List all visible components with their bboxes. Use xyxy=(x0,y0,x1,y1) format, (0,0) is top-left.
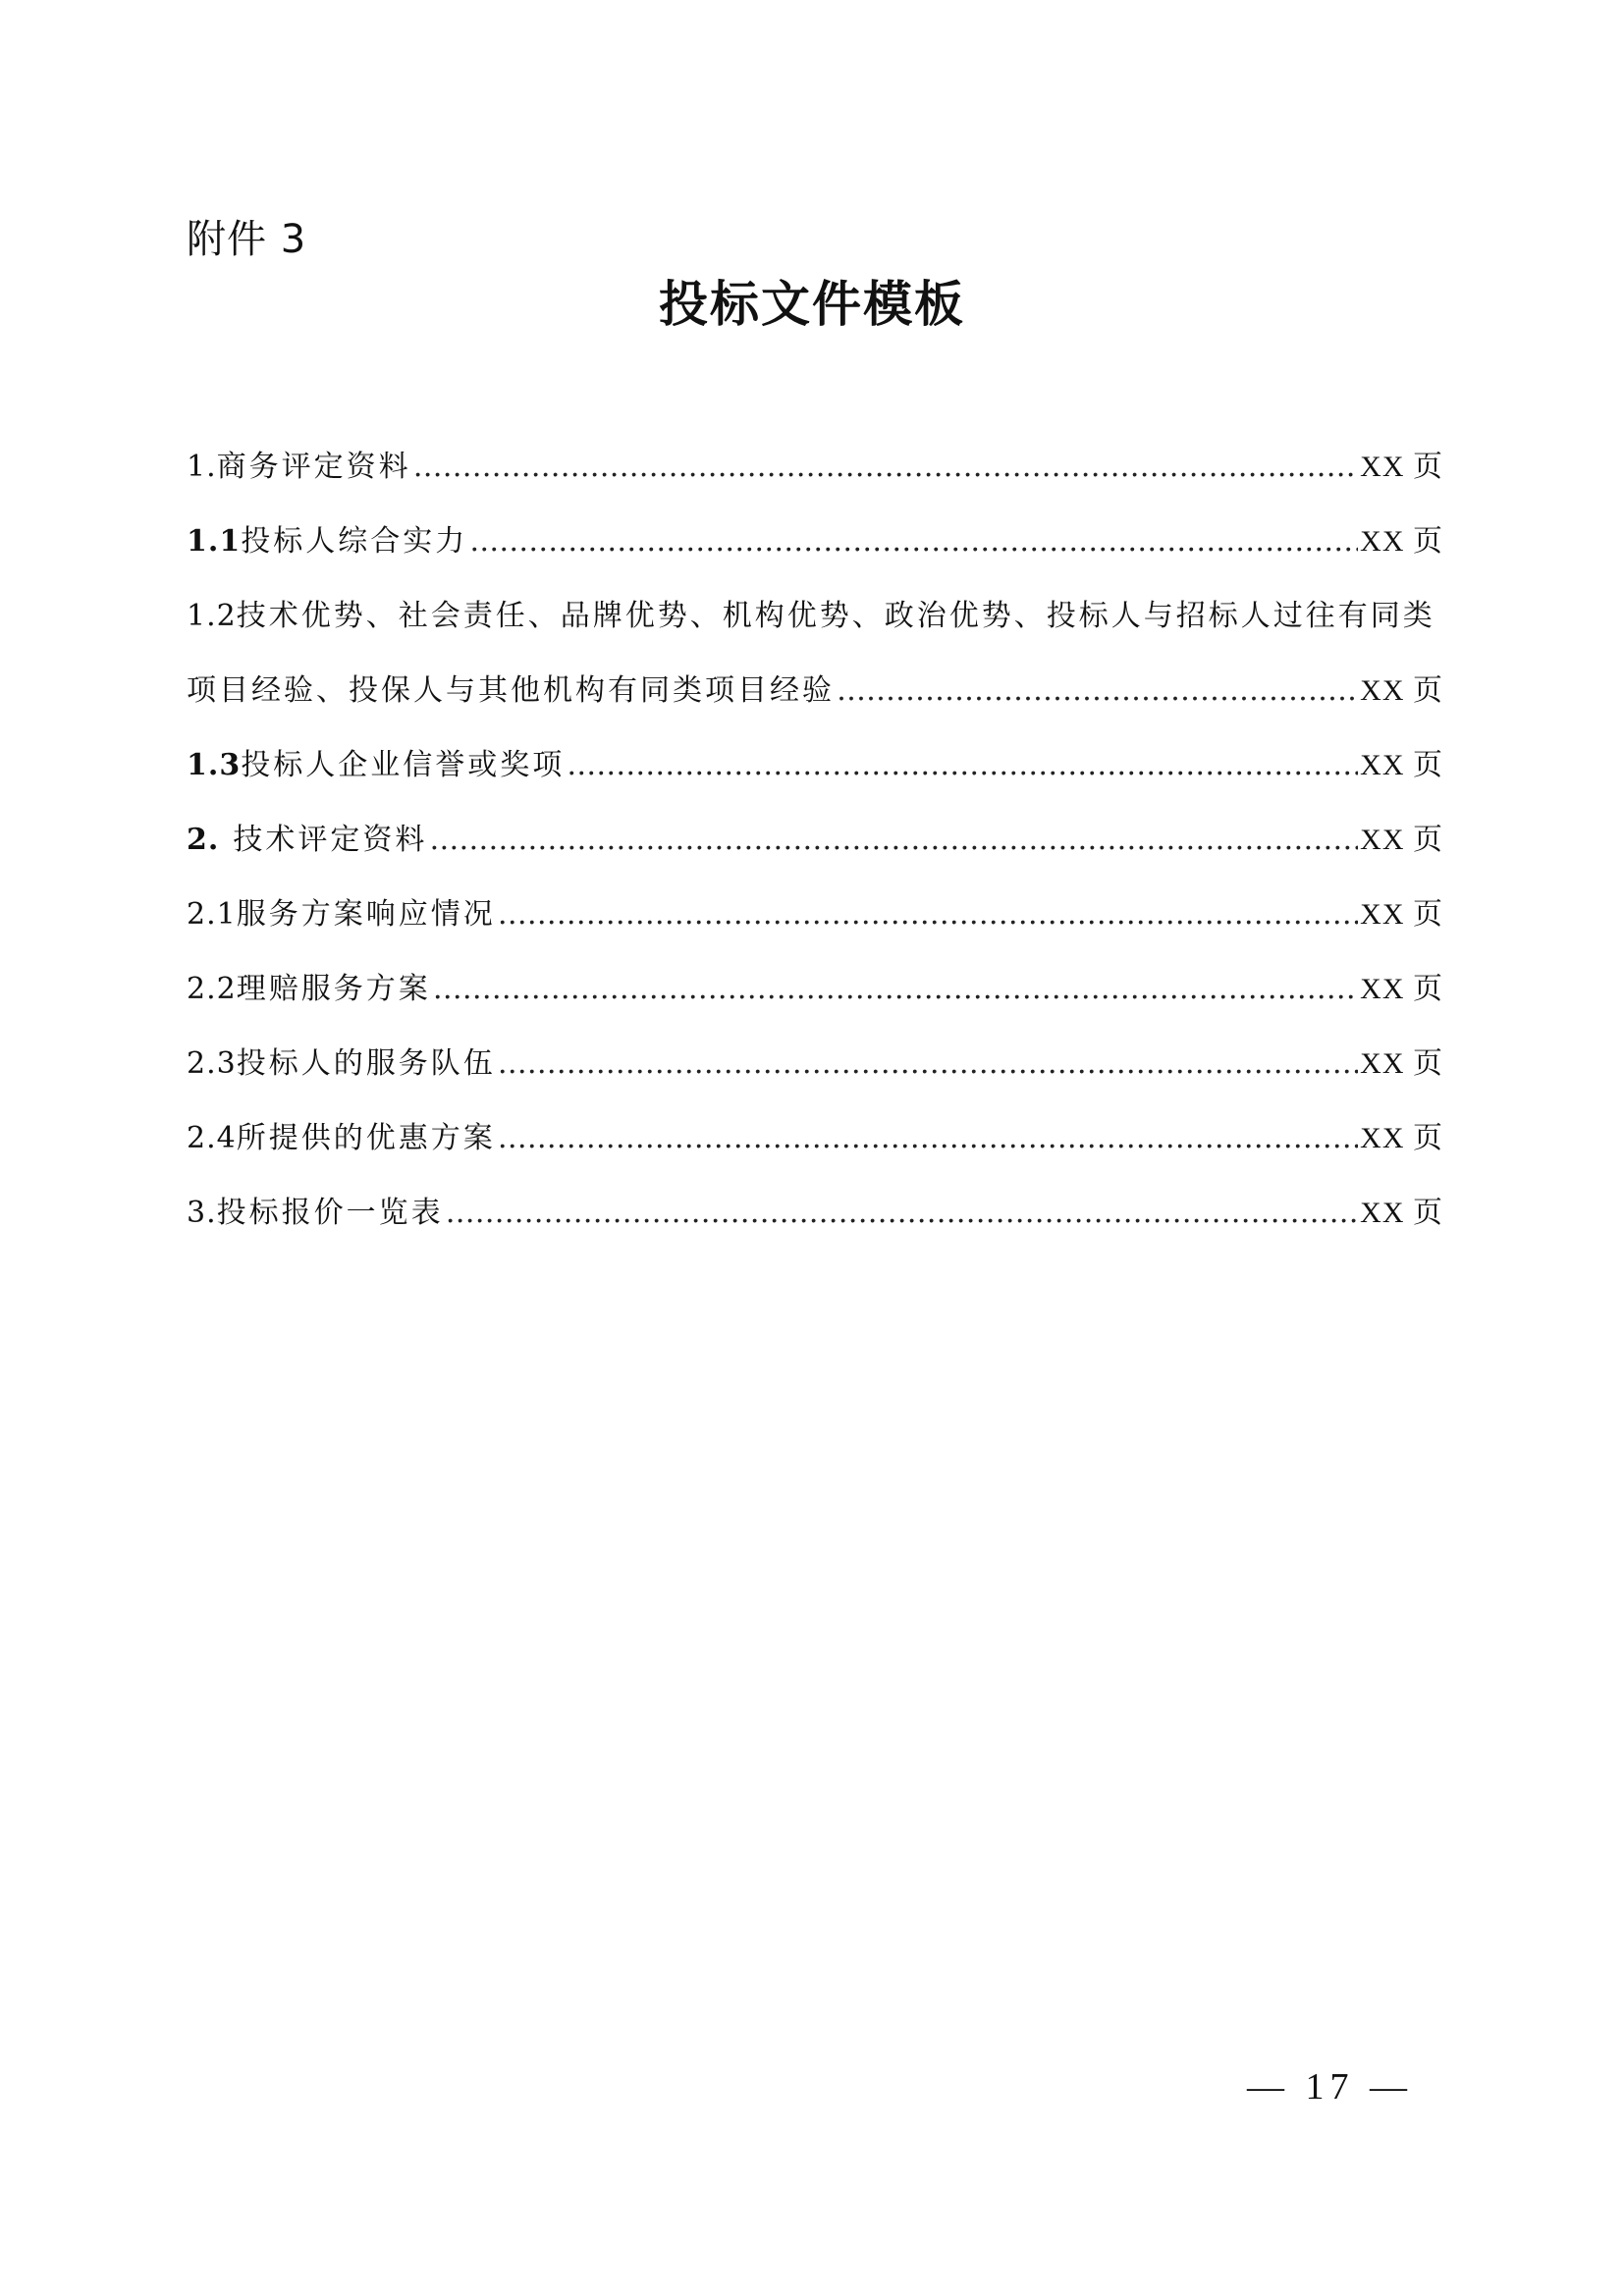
toc-entry-page: XX 页 xyxy=(1360,1047,1443,1080)
toc-entry-page: XX 页 xyxy=(1360,1197,1443,1229)
toc-entry-page: XX 页 xyxy=(1360,749,1443,781)
toc-entry-number: 1.3 xyxy=(187,748,242,782)
toc-entry-page: XX 页 xyxy=(1360,674,1443,707)
toc-entry-number: 2.3 xyxy=(187,1046,237,1081)
toc-dot-leader xyxy=(498,878,1358,952)
toc-dot-leader xyxy=(837,654,1358,728)
toc-entry-1-1 xyxy=(187,505,1443,579)
toc-entry-first-line xyxy=(187,579,1443,654)
table-of-contents xyxy=(187,430,1443,1251)
toc-dot-leader xyxy=(413,430,1359,505)
toc-entry-1-2 xyxy=(187,579,1443,728)
toc-dot-leader xyxy=(498,1027,1358,1101)
toc-entry-page: XX 页 xyxy=(1360,824,1443,856)
toc-entry-2-4 xyxy=(187,1101,1443,1176)
toc-entry-number: 1.2 xyxy=(187,599,237,633)
toc-entry-2-2 xyxy=(187,952,1443,1027)
toc-entry-2-3 xyxy=(187,1027,1443,1101)
toc-entry-number: 3. xyxy=(187,1196,217,1230)
toc-entry-text: 投标人的服务队伍 xyxy=(236,1046,496,1081)
toc-entry-number: 2. xyxy=(187,823,220,857)
toc-entry-text: 投标人企业信誉或奖项 xyxy=(241,748,566,782)
toc-entry-number: 2.4 xyxy=(187,1121,237,1155)
page-number: — 17 — xyxy=(1247,2066,1413,2108)
toc-entry-page: XX 页 xyxy=(1360,525,1443,558)
toc-entry-1 xyxy=(187,430,1443,505)
toc-entry-number: 1. xyxy=(187,450,217,484)
toc-entry-page: XX 页 xyxy=(1360,1122,1443,1154)
toc-entry-number: 2.1 xyxy=(187,897,237,932)
toc-entry-text: 项目经验、投保人与其他机构有同类项目经验 xyxy=(187,673,835,708)
toc-entry-text-line1: 技术优势、社会责任、品牌优势、机构优势、政治优势、投标人与招标人过往有同类 xyxy=(236,599,1435,633)
document-title: 投标文件模板 xyxy=(659,275,965,333)
toc-dot-leader xyxy=(498,1101,1358,1176)
toc-dot-leader xyxy=(567,728,1358,803)
toc-dot-leader xyxy=(429,803,1358,878)
toc-entry-text: 技术评定资料 xyxy=(233,823,428,857)
toc-entry-page: XX 页 xyxy=(1360,973,1443,1005)
toc-entry-text: 投标人综合实力 xyxy=(241,524,468,559)
toc-entry-2-1 xyxy=(187,878,1443,952)
toc-dot-leader xyxy=(446,1176,1359,1251)
toc-entry-text: 商务评定资料 xyxy=(216,450,411,484)
attachment-label: 附件 3 xyxy=(187,217,307,262)
toc-entry-number: 1.1 xyxy=(187,524,242,559)
toc-entry-page: XX 页 xyxy=(1360,451,1443,483)
toc-entry-number: 2.2 xyxy=(187,972,237,1006)
toc-dot-leader xyxy=(433,952,1358,1027)
toc-dot-leader xyxy=(469,505,1358,579)
toc-entry-1-3 xyxy=(187,728,1443,803)
toc-entry-text: 服务方案响应情况 xyxy=(236,897,496,932)
toc-entry-page: XX 页 xyxy=(1360,898,1443,931)
toc-entry-2 xyxy=(187,803,1443,878)
toc-entry-text: 所提供的优惠方案 xyxy=(236,1121,496,1155)
toc-entry-text: 理赔服务方案 xyxy=(236,972,431,1006)
toc-entry-3 xyxy=(187,1176,1443,1251)
toc-entry-text: 投标报价一览表 xyxy=(216,1196,444,1230)
